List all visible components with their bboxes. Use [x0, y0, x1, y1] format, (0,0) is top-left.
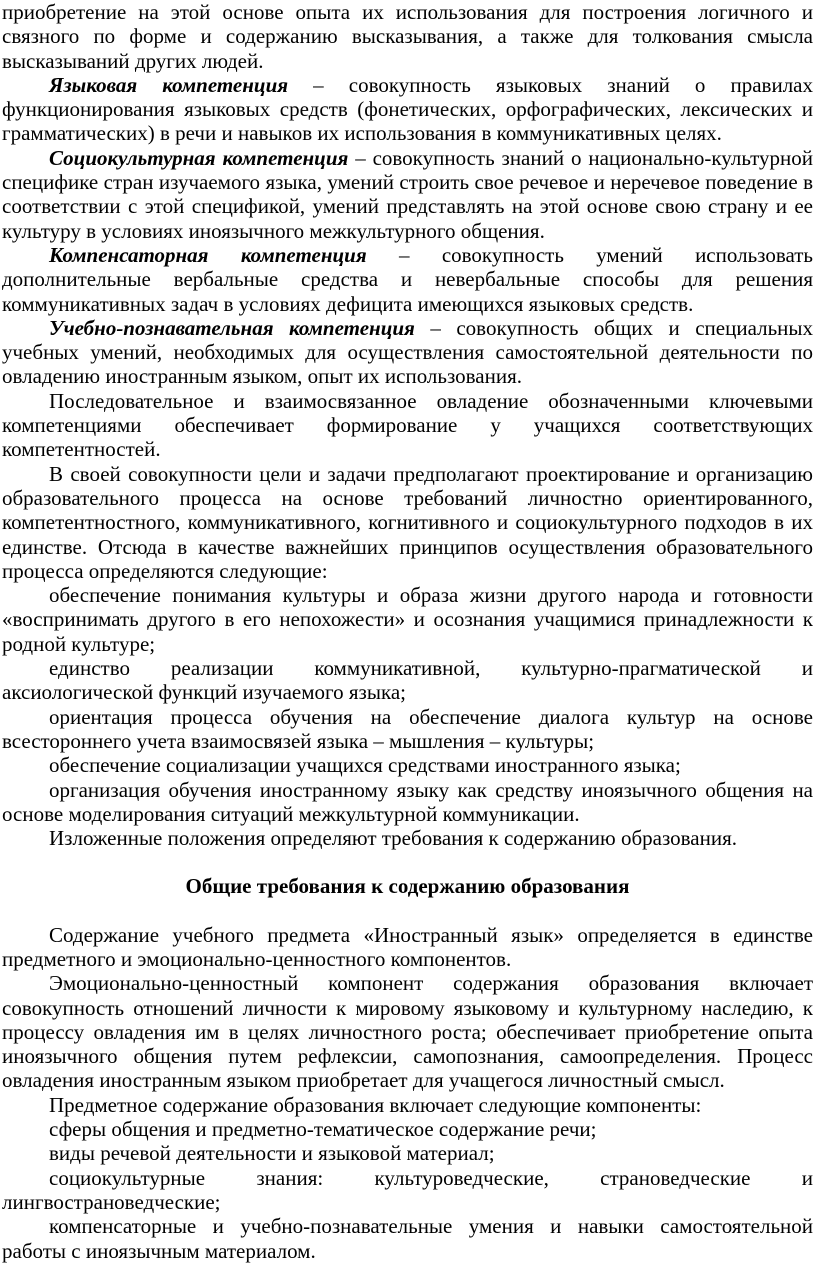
paragraph-subject-content-intro: Предметное содержание образования включает следующие компоненты:	[49, 1092, 702, 1117]
principle-item: организация обучения иностранному языку как средству иноязычного общения на основе моделирования ситуаций межкультурной коммуникации.	[2, 777, 813, 826]
document-page	[2, 0, 813, 1263]
definition-language-competence: – совокупность языковых знаний о правилах функционирования языковых средств (фонетических, орфографических, лексических и грамматических) в речи и навыков их использования в коммуникативных целях.	[2, 72, 813, 146]
component-item: социокультурные знания: культуроведческие, страноведческие и лингвострановедческие;	[2, 1165, 813, 1214]
component-item: виды речевой деятельности и языковой материал;	[49, 1141, 495, 1166]
paragraph-sociocultural-competence	[2, 146, 813, 243]
principle-item: обеспечение социализации учащихся средствами иностранного языка;	[49, 753, 681, 778]
paragraph-emotional-component: Эмоционально-ценностный компонент содержания образования включает совокупность отношений личности к мировому языковому и культурному наследию, к процессу овладения им в целях личностного роста; обеспечивает приобретение опыта иноязычного общения путем рефлексии, самопознания, самоопределения. Процесс овладения иностранным языком приобретает для учащегося личностный смысл.	[2, 971, 813, 1093]
definition-compensatory-competence: – совокупность умений использовать дополнительные вербальные средства и невербальные способы для решения коммуникативных задач в условиях дефицита имеющихся языковых средств.	[2, 242, 813, 316]
paragraph-language-competence	[2, 73, 813, 146]
term-compensatory-competence: Компенсаторная компетенция	[49, 242, 367, 267]
principle-item: обеспечение понимания культуры и образа жизни другого народа и готовности «воспринимать другого в его непохожести» и осознания учащимися принадлежности к родной культуре;	[2, 583, 813, 656]
section-heading: Общие требования к содержанию образования	[185, 874, 630, 899]
definition-sociocultural-competence: – совокупность знаний о национально-культурной специфике стран изучаемого языка, умений строить свое речевое и неречевое поведение в соответствии с этой спецификой, умений представлять на этой основе свою страну и ее культуру в условиях иноязычного межкультурного общения.	[2, 145, 814, 243]
paragraph-conclusion: Изложенные положения определяют требования к содержанию образования.	[49, 826, 737, 851]
paragraph-learning-competence	[2, 316, 813, 389]
paragraph-content-definition: Содержание учебного предмета «Иностранный язык» определяется в единстве предметного и эмоционально-ценностного компонентов.	[2, 922, 813, 971]
component-item: сферы общения и предметно-тематическое содержание речи;	[49, 1117, 597, 1142]
principle-item: единство реализации коммуникативной, культурно-прагматической и аксиологической функций изучаемого языка;	[2, 656, 813, 705]
term-sociocultural-competence: Социокультурная компетенция	[49, 145, 349, 170]
definition-learning-competence: – совокупность общих и специальных учебных умений, необходимых для осуществления самостоятельной деятельности по овладению иностранным языком, опыт их использования.	[2, 315, 813, 389]
paragraph-sequential-mastery: Последовательное и взаимосвязанное овладение обозначенными ключевыми компетенциями обеспечивает формирование у учащихся соответствующих компетентностей.	[2, 388, 813, 462]
principle-item: ориентация процесса обучения на обеспечение диалога культур на основе всестороннего учета взаимосвязей языка – мышления – культуры;	[2, 704, 813, 753]
paragraph-principles-intro: В своей совокупности цели и задачи предполагают проектирование и организацию образовательного процесса на основе требований личностно ориентированного, компетентностного, коммуникативного, когнитивного и социокультурного подходов в их единстве. Отсюда в качестве важнейших принципов осуществления образовательного процесса определяются следующие:	[2, 461, 813, 583]
term-learning-competence: Учебно-познавательная компетенция	[49, 315, 415, 340]
component-item: компенсаторные и учебно-познавательные умения и навыки самостоятельной работы с иноязычным материалом.	[2, 1214, 813, 1263]
term-language-competence: Языковая компетенция	[49, 72, 289, 97]
paragraph-compensatory-competence	[2, 243, 813, 316]
paragraph-continuation: приобретение на этой основе опыта их использования для построения логичного и связного по форме и содержанию высказывания, а также для толкования смысла высказываний других людей.	[2, 0, 813, 73]
